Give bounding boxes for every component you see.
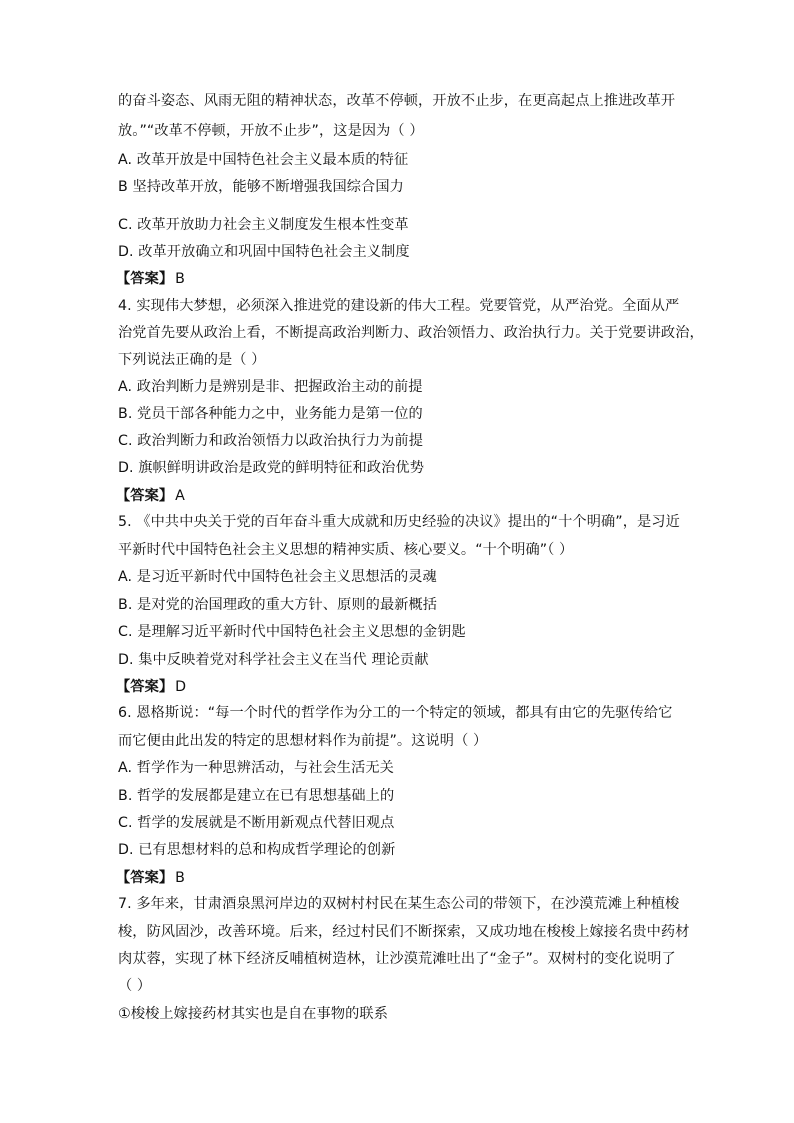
answer-label: 【答案】 bbox=[116, 488, 174, 504]
option-line: A. 哲学作为一种思辨活动，与社会生活无关 bbox=[118, 760, 394, 776]
answer-line bbox=[116, 869, 185, 887]
option-line: C. 政治判断力和政治领悟力以政治执行力为前提 bbox=[118, 433, 423, 449]
text-line: 梭，防风固沙，改善环境。后来，经过村民们不断探索，又成功地在梭梭上嫁接名贵中药材 bbox=[118, 924, 690, 940]
text-line: 肉苁蓉，实现了林下经济反哺植树造林，让沙漠荒滩吐出了“金子”。双树村的变化说明了 bbox=[118, 951, 676, 967]
option-line: B. 是对党的治国理政的重大方针、原则的最新概括 bbox=[118, 597, 438, 613]
text-line: （ ） bbox=[118, 978, 152, 994]
option-line: D. 改革开放确立和巩固中国特色社会主义制度 bbox=[118, 244, 410, 260]
question-line: 4. 实现伟大梦想，必须深入推进党的建设新的伟大工程。党要管党，从严治党。全面从严 bbox=[118, 298, 680, 314]
option-line: D. 集中反映着党对科学社会主义在当代 理论贡献 bbox=[118, 652, 429, 668]
question-line: 5. 《中共中央关于党的百年奋斗重大成就和历史经验的决议》提出的“十个明确”，是习近 bbox=[118, 514, 680, 530]
answer-value: A bbox=[175, 488, 185, 504]
option-line: A. 是习近平新时代中国特色社会主义思想活的灵魂 bbox=[118, 569, 437, 585]
answer-label: 【答案】 bbox=[116, 679, 174, 695]
text-line: 平新时代中国特色社会主义思想的精神实质、核心要义。“十个明确”（ ） bbox=[118, 542, 574, 558]
option-line: A. 改革开放是中国特色社会主义最本质的特征 bbox=[118, 152, 409, 168]
option-line: D. 已有思想材料的总和构成哲学理论的创新 bbox=[118, 842, 396, 858]
answer-line bbox=[116, 678, 186, 696]
option-line: A. 政治判断力是辨别是非、把握政治主动的前提 bbox=[118, 379, 423, 395]
option-line: D. 旗帜鲜明讲政治是政党的鲜明特征和政治优势 bbox=[118, 460, 424, 476]
question-line: 7. 多年来，甘肃酒泉黑河岸边的双树村村民在某生态公司的带领下，在沙漠荒滩上种植梭 bbox=[118, 896, 680, 912]
answer-label: 【答案】 bbox=[116, 870, 174, 886]
question-line: 6. 恩格斯说：“每一个时代的哲学作为分工的一个特定的领域，都具有由它的先驱传给它 bbox=[118, 705, 673, 721]
text-line: 放。”“改革不停顿，开放不止步”，这是因为（ ） bbox=[118, 123, 424, 139]
option-line: C. 哲学的发展就是不断用新观点代替旧观点 bbox=[118, 815, 395, 831]
text-line: 的奋斗姿态、风雨无阻的精神状态，改革不停顿，开放不止步，在更高起点上推进改革开 bbox=[118, 93, 676, 109]
answer-value: D bbox=[175, 679, 187, 695]
answer-value: B bbox=[175, 870, 185, 886]
statement-line: ①梭梭上嫁接药材其实也是自在事物的联系 bbox=[118, 1006, 388, 1022]
text-line: 而它便由此出发的特定的思想材料作为前提”。这说明（ ） bbox=[118, 733, 488, 749]
answer-value: B bbox=[175, 271, 185, 287]
answer-label: 【答案】 bbox=[116, 271, 174, 287]
option-line: C. 是理解习近平新时代中国特色社会主义思想的金钥匙 bbox=[118, 624, 466, 640]
answer-line bbox=[116, 487, 185, 505]
option-line: B 坚持改革开放，能够不断增强我国综合国力 bbox=[118, 179, 404, 195]
answer-line bbox=[116, 270, 185, 288]
option-line: B. 哲学的发展都是建立在已有思想基础上的 bbox=[118, 788, 395, 804]
option-line: C. 改革开放助力社会主义制度发生根本性变革 bbox=[118, 217, 409, 233]
text-line: 治党首先要从政治上看，不断提高政治判断力、政治领悟力、政治执行力。关于党要讲政治， bbox=[118, 325, 704, 341]
option-line: B. 党员干部各种能力之中，业务能力是第一位的 bbox=[118, 406, 423, 422]
text-line: 下列说法正确的是（ ） bbox=[118, 352, 266, 368]
